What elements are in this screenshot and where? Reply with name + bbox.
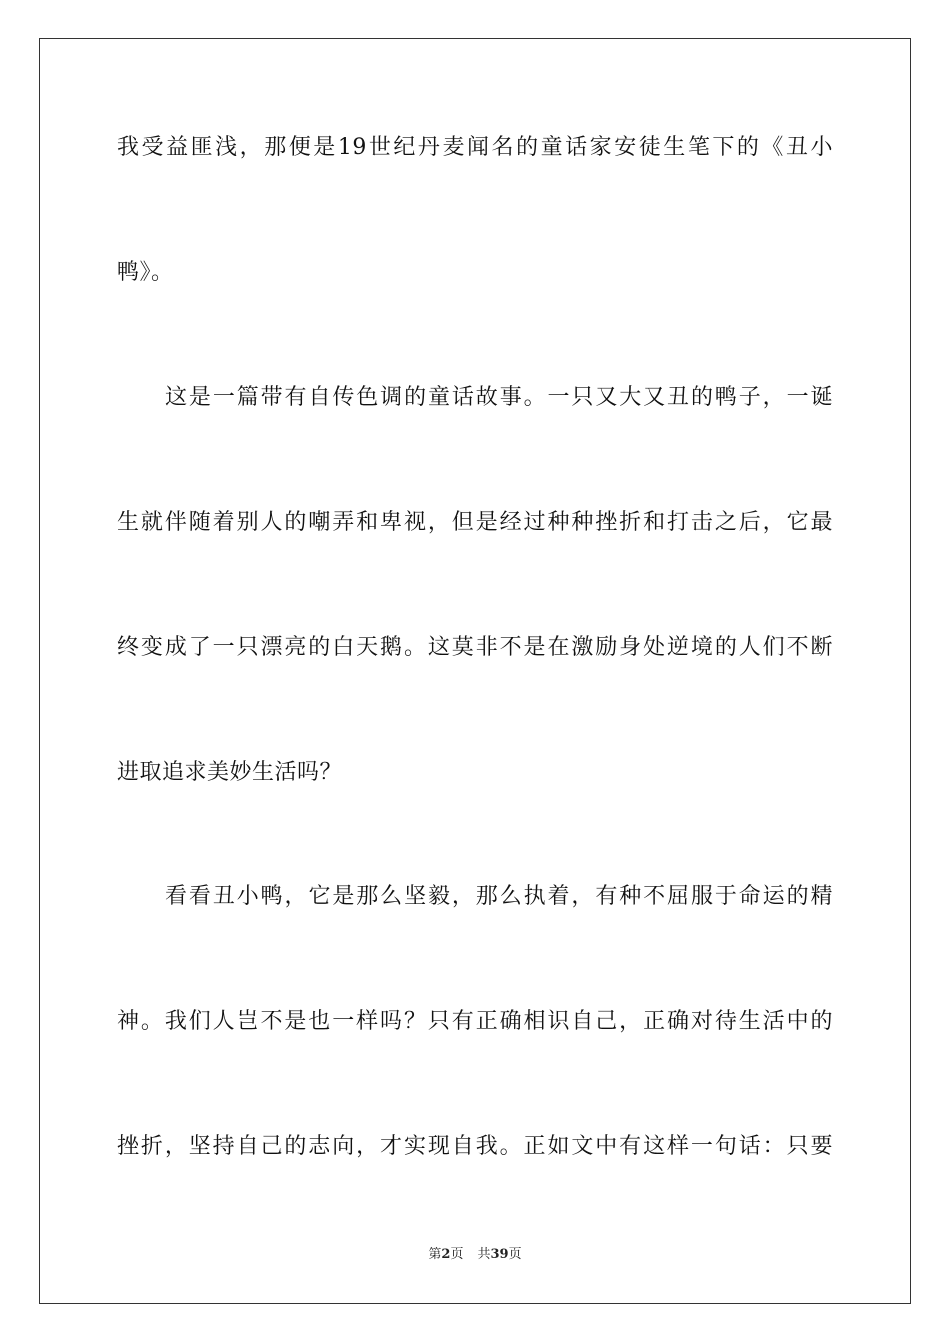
text-line: 这是一篇带有自传色调的童话故事。一只又大又丑的鸭子，一诞 (165, 385, 833, 410)
text-line: 挫折，坚持自己的志向，才实现自我。正如文中有这样一句话：只要 (117, 1134, 833, 1159)
page-footer (0, 1246, 950, 1264)
text-line: 神。我们人岂不是也一样吗？只有正确相识自己，正确对待生活中的 (117, 1009, 833, 1034)
text-line: 看看丑小鸭，它是那么坚毅，那么执着，有种不屈服于命运的精 (165, 884, 833, 909)
text-line: 进取追求美妙生活吗？ (117, 760, 343, 785)
text-line: 我受益匪浅，那便是19世纪丹麦闻名的童话家安徒生笔下的《丑小 (117, 135, 833, 160)
total-pages-label: 共39页 (477, 1247, 522, 1262)
text-line: 终变成了一只漂亮的白天鹅。这莫非不是在激励身处逆境的人们不断 (117, 635, 833, 660)
text-line: 鸭》。 (117, 260, 174, 285)
text-line: 生就伴随着别人的嘲弄和卑视，但是经过种种挫折和打击之后，它最 (117, 510, 833, 535)
page-label: 第2页 (428, 1247, 464, 1262)
page-frame (39, 38, 911, 1304)
